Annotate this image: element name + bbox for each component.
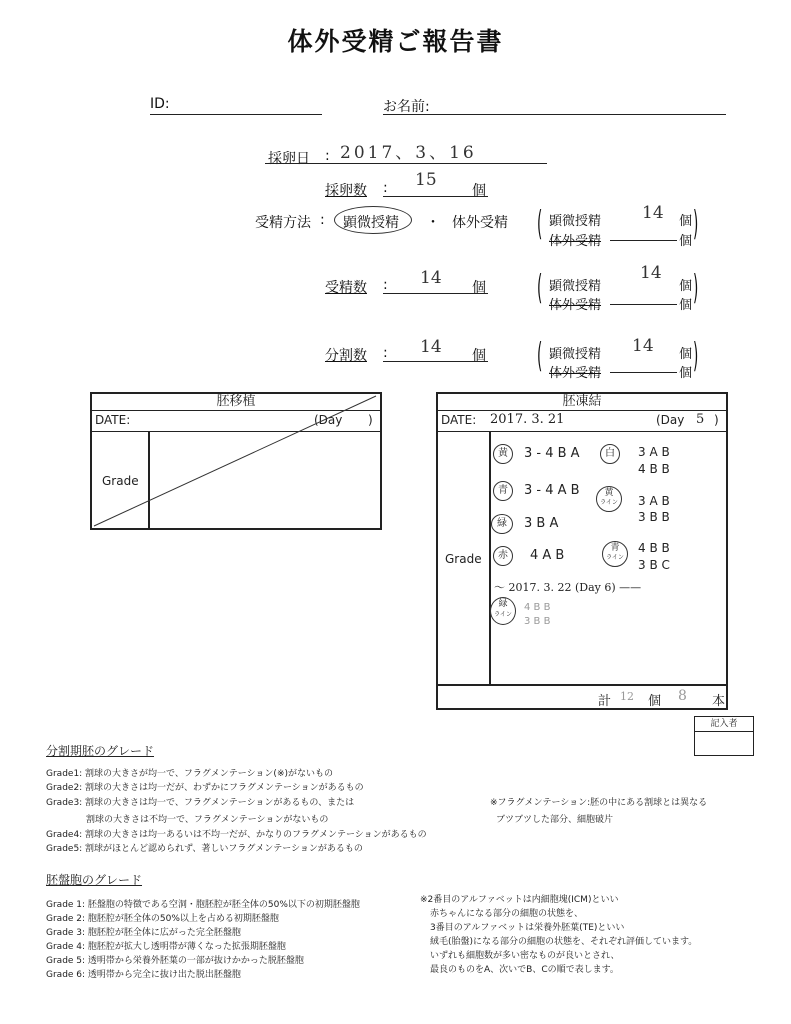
mark-blue-line: 青 ライン: [602, 541, 628, 567]
cleaved-icsi-value: 14: [632, 336, 654, 356]
transfer-title: 胚移植: [92, 394, 380, 411]
total-label: 計: [598, 694, 612, 709]
mark-blue: 青: [493, 481, 513, 501]
method-ivf-label: 体外受精: [549, 234, 602, 249]
fertilized-ivf-label: 体外受精: [549, 298, 602, 313]
blast-grade-5: Grade 5: 透明帯から栄養外胚葉の一部が抜けかかった脱胚盤胞: [46, 956, 304, 966]
method-icsi-label: 顕微授精: [549, 214, 602, 229]
blast-note-5: いずれも細胞数が多い密なものが良いとされ、: [430, 951, 620, 961]
freeze-grade-4: 4 A B: [530, 548, 565, 563]
egg-count-underline: [383, 196, 488, 197]
fertilized-icsi-value: 14: [640, 263, 662, 283]
transfer-day-label: (Day: [314, 413, 343, 427]
name-label: お名前:: [383, 99, 430, 115]
method-option-icsi[interactable]: 顕微授精: [343, 215, 399, 231]
transfer-date-row: DATE: (Day ): [92, 411, 380, 432]
fertilized-label: 受精数: [325, 280, 367, 296]
cleaved-icsi-label: 顕微授精: [549, 347, 602, 362]
id-label: ID:: [150, 96, 170, 112]
blast-grade-3: Grade 3: 胞胚腔が胚全体に広がった完全胚盤胞: [46, 928, 241, 938]
id-field[interactable]: [150, 114, 322, 115]
blast-note-4: 絨毛(胎盤)になる部分の細胞の状態を、それぞれ評価しています。: [430, 937, 698, 947]
transfer-grade-label: Grade: [102, 474, 139, 488]
cleavage-grade-3b: 割球の大きさは不均一で、フラグメンテーションがないもの: [86, 815, 329, 825]
blast-note-3: 3番目のアルファベットは栄養外胚葉(TE)といい: [430, 923, 625, 933]
name-field[interactable]: [383, 114, 726, 115]
egg-date-label: 採卵日: [268, 151, 310, 167]
method-label: 受精方法: [255, 215, 311, 231]
mark-yellow-line: 黄 ライン: [596, 486, 622, 512]
cleavage-grade-2: Grade2: 割球の大きさは均一だが、わずかにフラグメンテーションがあるもの: [46, 783, 364, 793]
blast-grade-4: Grade 4: 胞胚腔が拡大し透明帯が薄くなった拡張期胚盤胞: [46, 942, 286, 952]
cleavage-grade-5: Grade5: 割球がほとんど認められず、著しいフラグメンテーションがあるもの: [46, 844, 363, 854]
freeze-grade-label: Grade: [445, 552, 482, 566]
blast-note-6: 最良のものをA、次いでB、Cの順で表します。: [430, 965, 619, 975]
freeze-date-value: 2017. 3. 21: [490, 412, 565, 427]
egg-date-value: 2017、3、16: [340, 143, 477, 163]
recorder-box: [694, 716, 754, 756]
recorder-label: 記入者: [695, 717, 753, 732]
cleaved-label: 分割数: [325, 348, 367, 364]
egg-count-label: 採卵数: [325, 183, 367, 199]
freeze-grade-3: 3 B A: [524, 516, 559, 531]
mark-green: 緑: [491, 514, 513, 534]
blast-grade-2: Grade 2: 胞胚腔が胚全体の50%以上を占める初期胚盤胞: [46, 914, 279, 924]
cleavage-grade-4: Grade4: 割球の大きさは均一あるいは不均一だが、かなりのフラグメンテーションがあるもの: [46, 830, 427, 840]
total-value: 12: [620, 690, 634, 703]
method-option-ivf[interactable]: 体外受精: [452, 215, 508, 231]
method-icsi-value: 14: [642, 203, 664, 223]
blast-note-2: 赤ちゃんになる部分の細胞の状態を、: [430, 909, 584, 919]
mark-green-line: 緑 ライン: [490, 597, 516, 625]
cleavage-grade-1: Grade1: 割球の大きさが均一で、フラグメンテーション(※)がないもの: [46, 769, 333, 779]
report-title: 体外受精ご報告書: [287, 27, 504, 56]
method-separator: ・: [426, 215, 440, 231]
cleavage-grade-3: Grade3: 割球の大きさは均一で、フラグメンテーションがあるもの、または: [46, 798, 355, 808]
cleavage-title: 分割期胚のグレード: [46, 744, 155, 758]
blast-note-1: ※2番目のアルファベットは内細胞塊(ICM)といい: [420, 895, 619, 905]
freeze-date-row: DATE: 2017. 3. 21 (Day 5 ): [438, 411, 726, 432]
day6-line: ～ 2017. 3. 22 (Day 6) ——: [494, 581, 642, 594]
mark-yellow: 黄: [493, 444, 513, 464]
freeze-date-label: DATE:: [441, 413, 477, 427]
fertilized-value: 14: [420, 268, 442, 288]
transfer-date-label: DATE:: [95, 413, 131, 427]
straw-value: 8: [678, 688, 687, 704]
freeze-day-value: 5: [696, 412, 705, 427]
fertilized-icsi-label: 顕微授精: [549, 279, 602, 294]
freeze-grade-2: 3 - 4 A B: [524, 483, 580, 498]
fragmentation-note-1: ※フラグメンテーション:胚の中にある割球とは異なる: [490, 798, 708, 808]
blast-title: 胚盤胞のグレード: [46, 873, 143, 887]
mark-white: 白: [600, 444, 620, 464]
mark-red: 赤: [493, 546, 513, 566]
egg-count-unit: 個: [472, 183, 486, 199]
freeze-title: 胚凍結: [438, 394, 726, 411]
freeze-grade-1: 3 - 4 B A: [524, 446, 580, 461]
freeze-table: 胚凍結 DATE: 2017. 3. 21 (Day 5 ) Grade 黄 3 - 4 B A 白 3 A B 4 B B 青 3 - 4 A B 黄 ライン 3 A B 3 B B 緑 3 B A 赤 4 A B 青 ライン 4 B B 3 B C ～ 2017. 3. 22 (Day 6) —— 緑 ライン 4 B B 3 B B 計 12 個 8 本: [436, 392, 728, 710]
transfer-strike-line: [92, 394, 380, 528]
egg-count-value: 15: [415, 170, 437, 190]
cleaved-ivf-label: 体外受精: [549, 366, 602, 381]
cleaved-value: 14: [420, 337, 442, 357]
fragmentation-note-2: ブツブツした部分、細胞破片: [496, 815, 614, 825]
blast-grade-1: Grade 1: 胚盤胞の特徴である空洞・胞胚腔が胚全体の50%以下の初期胚盤胞: [46, 900, 360, 910]
transfer-table: [90, 392, 382, 530]
egg-date-underline: [265, 163, 547, 164]
blast-grade-6: Grade 6: 透明帯から完全に抜け出た脱出胚盤胞: [46, 970, 241, 980]
